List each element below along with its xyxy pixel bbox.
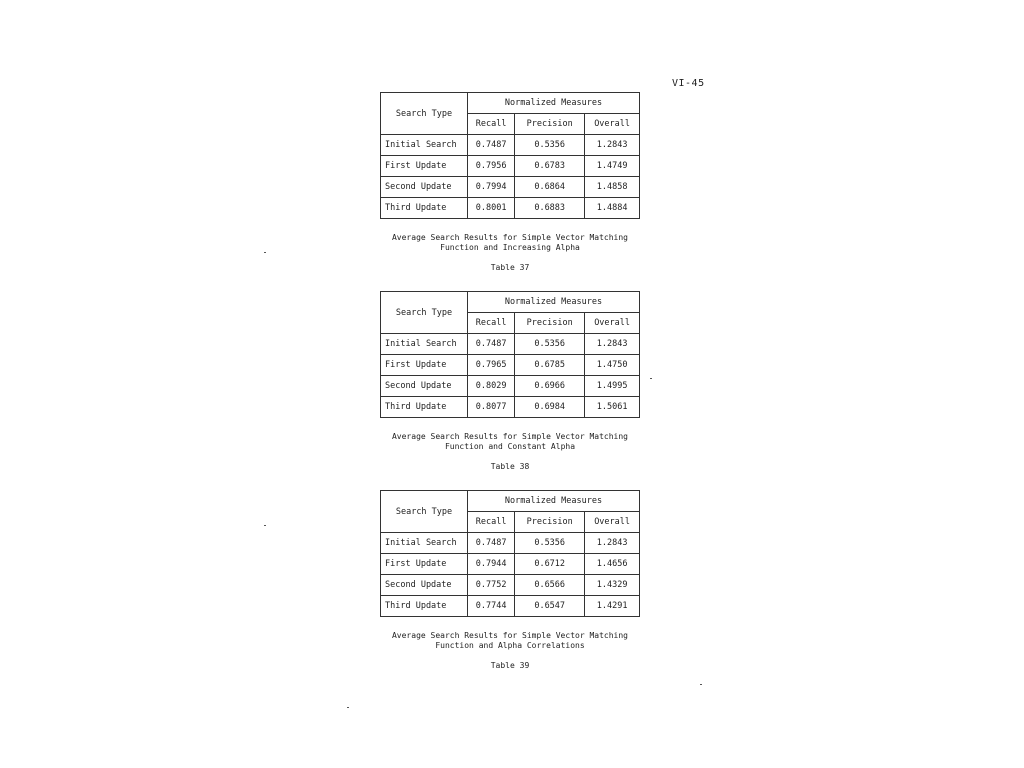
overall-cell: 1.4750 [585,355,640,376]
overall-cell: 1.4329 [585,575,640,596]
recall-cell: 0.7994 [468,177,515,198]
overall-cell: 1.4291 [585,596,640,617]
normalized-measures-header: Normalized Measures [468,292,640,313]
recall-cell: 0.8077 [468,397,515,418]
precision-header: Precision [515,512,585,533]
recall-cell: 0.8029 [468,376,515,397]
caption-line: Average Search Results for Simple Vector Matching [391,432,628,441]
row-label: Second Update [381,376,468,397]
row-label: Third Update [381,198,468,219]
overall-cell: 1.2843 [585,533,640,554]
precision-cell: 0.6783 [515,156,585,177]
row-label: Second Update [381,177,468,198]
precision-cell: 0.6966 [515,376,585,397]
precision-header: Precision [515,114,585,135]
scan-speck [650,378,652,379]
recall-cell: 0.7965 [468,355,515,376]
recall-header: Recall [468,512,515,533]
table-row [381,596,640,617]
scan-speck [700,684,702,685]
table-row [381,376,640,397]
overall-cell: 1.4995 [585,376,640,397]
table-row [381,135,640,156]
recall-cell: 0.7944 [468,554,515,575]
normalized-measures-header: Normalized Measures [468,93,640,114]
precision-cell: 0.5356 [515,135,585,156]
overall-header: Overall [585,313,640,334]
table-row [381,533,640,554]
table-row [381,177,640,198]
table-row [381,554,640,575]
results-table [380,490,640,617]
row-label: First Update [381,554,468,575]
recall-cell: 0.8001 [468,198,515,219]
overall-cell: 1.4656 [585,554,640,575]
precision-cell: 0.6864 [515,177,585,198]
precision-cell: 0.6984 [515,397,585,418]
row-label: First Update [381,355,468,376]
row-label: Initial Search [381,533,468,554]
overall-cell: 1.4858 [585,177,640,198]
recall-cell: 0.7487 [468,135,515,156]
recall-header: Recall [468,114,515,135]
results-table [380,92,640,219]
overall-cell: 1.2843 [585,135,640,156]
row-label: First Update [381,156,468,177]
table-row [381,575,640,596]
caption-line: Function and Alpha Correlations [435,641,585,650]
table-label: Table 38 [490,462,530,471]
caption-line: Function and Increasing Alpha [440,243,580,252]
recall-cell: 0.7956 [468,156,515,177]
row-label: Second Update [381,575,468,596]
precision-cell: 0.6883 [515,198,585,219]
row-label: Third Update [381,596,468,617]
search-type-header: Search Type [381,491,468,533]
table-block-38 [380,291,640,471]
overall-cell: 1.4749 [585,156,640,177]
precision-header: Precision [515,313,585,334]
precision-cell: 0.6566 [515,575,585,596]
page-number: VI-45 [672,78,705,89]
caption-line: Average Search Results for Simple Vector Matching [391,233,628,242]
precision-cell: 0.6712 [515,554,585,575]
precision-cell: 0.5356 [515,533,585,554]
table-row [381,355,640,376]
caption-line: Average Search Results for Simple Vector Matching [391,631,628,640]
search-type-header: Search Type [381,93,468,135]
table-row [381,334,640,355]
overall-cell: 1.2843 [585,334,640,355]
overall-header: Overall [585,512,640,533]
recall-cell: 0.7744 [468,596,515,617]
recall-cell: 0.7487 [468,533,515,554]
recall-header: Recall [468,313,515,334]
table-row [381,397,640,418]
overall-cell: 1.5061 [585,397,640,418]
recall-cell: 0.7487 [468,334,515,355]
scan-speck [264,525,266,526]
precision-cell: 0.6547 [515,596,585,617]
table-row [381,198,640,219]
table-row [381,156,640,177]
results-table [380,291,640,418]
table-caption [380,233,640,253]
table-block-37 [380,92,640,272]
precision-cell: 0.5356 [515,334,585,355]
overall-cell: 1.4884 [585,198,640,219]
row-label: Initial Search [381,334,468,355]
recall-cell: 0.7752 [468,575,515,596]
table-label: Table 39 [490,661,530,670]
normalized-measures-header: Normalized Measures [468,491,640,512]
table-caption [380,631,640,651]
table-block-39 [380,490,640,670]
table-label: Table 37 [490,263,530,272]
scan-speck [264,252,266,253]
scan-speck [347,707,349,708]
overall-header: Overall [585,114,640,135]
table-caption [380,432,640,452]
caption-line: Function and Constant Alpha [444,442,576,451]
precision-cell: 0.6785 [515,355,585,376]
search-type-header: Search Type [381,292,468,334]
row-label: Third Update [381,397,468,418]
row-label: Initial Search [381,135,468,156]
